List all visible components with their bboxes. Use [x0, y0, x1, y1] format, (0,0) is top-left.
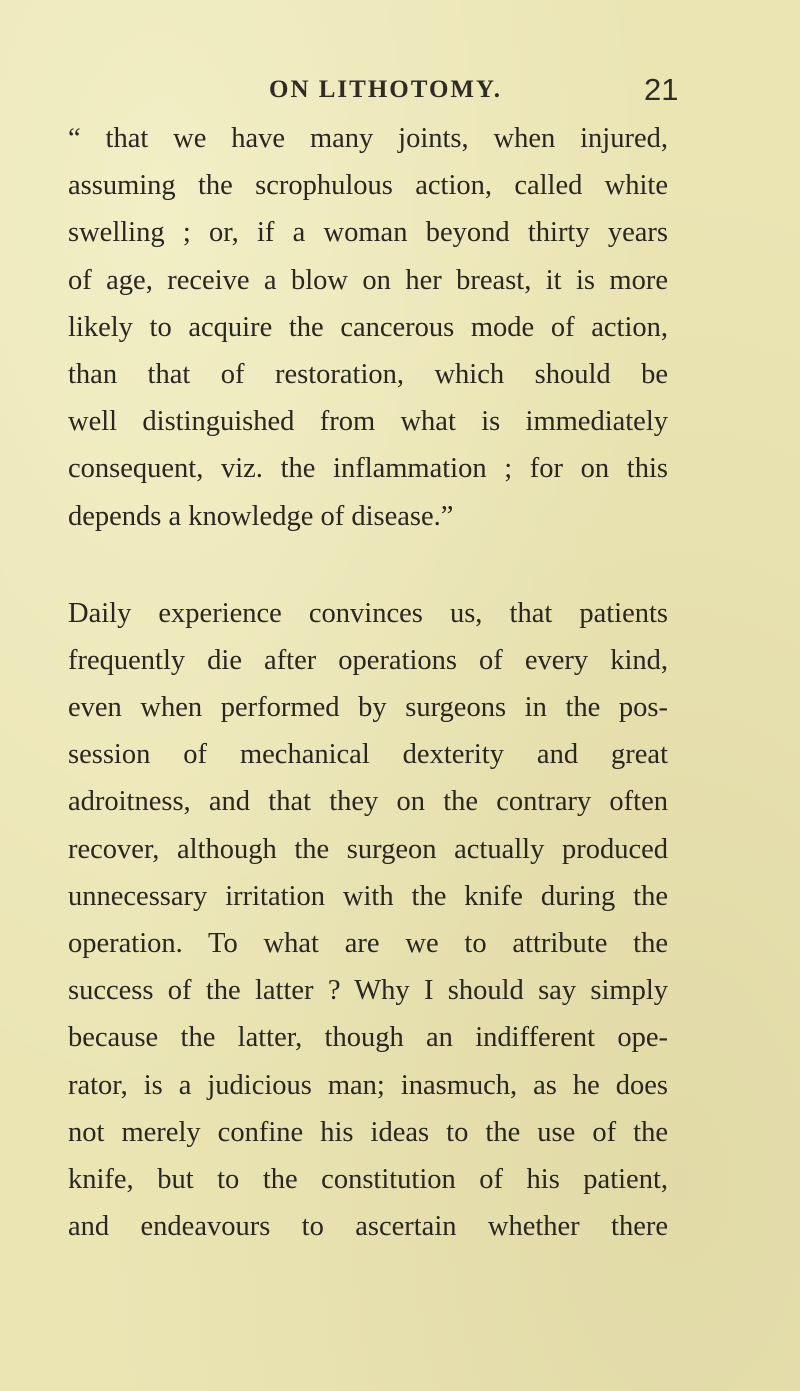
paragraph-quotation	[68, 115, 668, 540]
text-line: depends a knowledge of disease.”	[68, 500, 454, 532]
paragraph-daily-experience	[68, 590, 668, 1251]
running-title: ON LITHOTOMY.	[269, 76, 502, 103]
paragraph-break	[68, 540, 668, 590]
text-line: because the latter, though an indifferent ope-	[68, 1022, 668, 1054]
text-line: assuming the scrophulous action, called white	[68, 170, 668, 202]
text-line: consequent, viz. the inflammation ; for on this	[68, 453, 668, 485]
text-line: swelling ; or, if a woman beyond thirty years	[68, 217, 668, 249]
text-line: rator, is a judicious man; inasmuch, as he does	[68, 1069, 668, 1101]
text-line: likely to acquire the cancerous mode of action,	[68, 311, 668, 343]
text-line: session of mechanical dexterity and great	[68, 739, 668, 771]
text-line: not merely confine his ideas to the use of the	[68, 1116, 668, 1148]
text-line: frequently die after operations of every kind,	[68, 644, 668, 676]
text-line: recover, although the surgeon actually produced	[68, 833, 668, 865]
text-line: and endeavours to ascertain whether there	[68, 1211, 668, 1243]
text-line: success of the latter ? Why I should say simply	[68, 975, 668, 1007]
body-text	[68, 115, 668, 1250]
text-line: adroitness, and that they on the contrary often	[68, 786, 668, 818]
text-line: “ that we have many joints, when injured,	[68, 123, 668, 154]
text-line: operation. To what are we to attribute the	[68, 928, 668, 959]
text-line: well distinguished from what is immediately	[68, 406, 668, 438]
text-line: than that of restoration, which should be	[68, 358, 668, 390]
running-head	[0, 72, 800, 112]
text-line: of age, receive a blow on her breast, it is more	[68, 264, 668, 296]
text-line: knife, but to the constitution of his patient,	[68, 1163, 668, 1195]
text-line: Daily experience convinces us, that patients	[68, 597, 668, 629]
text-line: unnecessary irritation with the knife during the	[68, 880, 668, 912]
page-number: 21	[644, 72, 679, 107]
text-line: even when performed by surgeons in the pos-	[68, 692, 668, 724]
